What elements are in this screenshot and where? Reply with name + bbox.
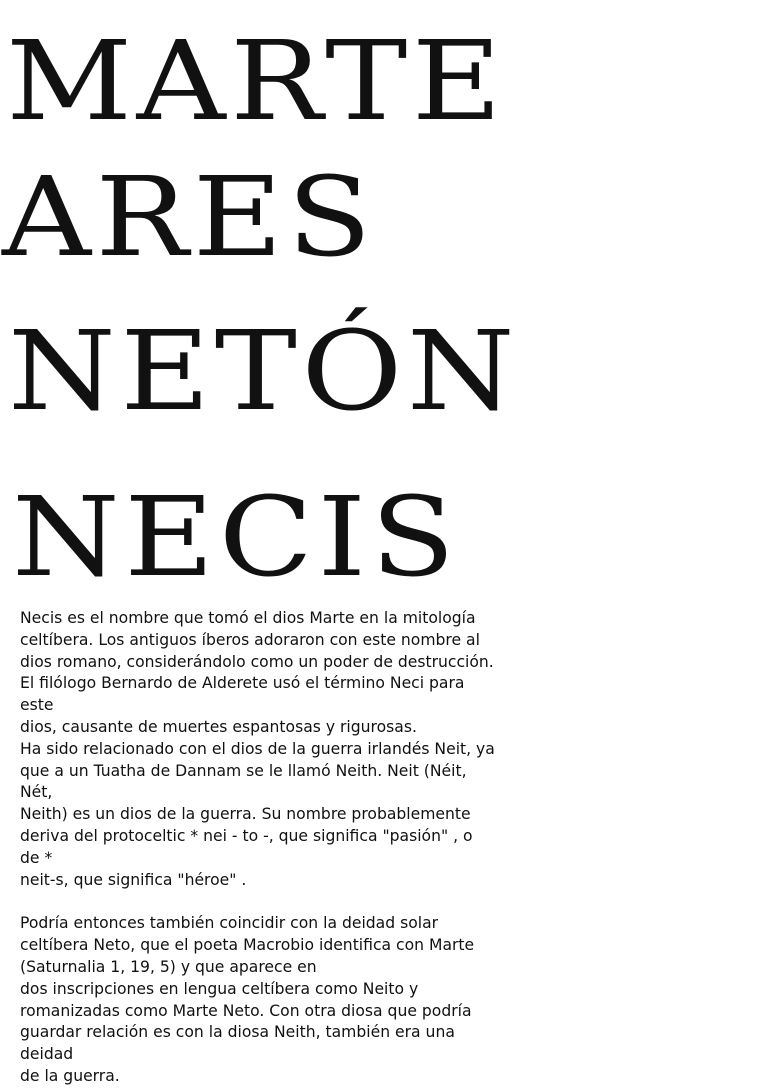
paragraph-line: dios, causante de muertes espantosas y rigurosas. [20,717,417,736]
paragraph-line: dios romano, considerándolo como un poder de destrucción. [20,652,494,671]
paragraph-line: romanizadas como Marte Neto. Con otra diosa que podría [20,1001,472,1020]
title-neton: NETÓN [8,307,520,435]
body-text [20,608,495,1088]
paragraph-line: guardar relación es con la diosa Neith, también era una deidad [20,1023,455,1064]
paragraph-line: celtíbera Neto, que el poeta Macrobio identifica con Marte [20,936,475,955]
paragraph-line: Necis es el nombre que tomó el dios Marte en la mitología [20,609,476,627]
paragraph-line: deriva del protoceltic * nei - to -, que significa "pasión" , o de * [20,826,473,867]
paragraph-line: Ha sido relacionado con el dios de la guerra irlandés Neit, ya [20,739,495,758]
title-marte: MARTE [6,17,507,145]
paragraph-line: dos inscripciones en lengua celtíbera como Neito y [20,979,419,998]
title-ares: ARES [2,153,376,281]
paragraph-gap [20,891,495,913]
paragraph-line: que a un Tuatha de Dannam se le llamó Neith. Neit (Néit, Nét, [20,761,467,802]
paragraph-line: (Saturnalia 1, 19, 5) y que aparece en [20,957,317,976]
paragraph-line: Podría entonces también coincidir con la deidad solar [20,914,439,933]
paragraph-line: de la guerra. [20,1066,120,1085]
paragraph-line: neit-s, que significa "héroe" . [20,870,247,889]
paragraph-line: Neith) es un dios de la guerra. Su nombre probablemente [20,805,471,824]
paragraph-line: celtíbera. Los antiguos íberos adoraron con este nombre al [20,630,480,649]
paragraph-line: El filólogo Bernardo de Alderete usó el término Neci para este [20,674,465,715]
title-necis: NECIS [12,473,460,601]
